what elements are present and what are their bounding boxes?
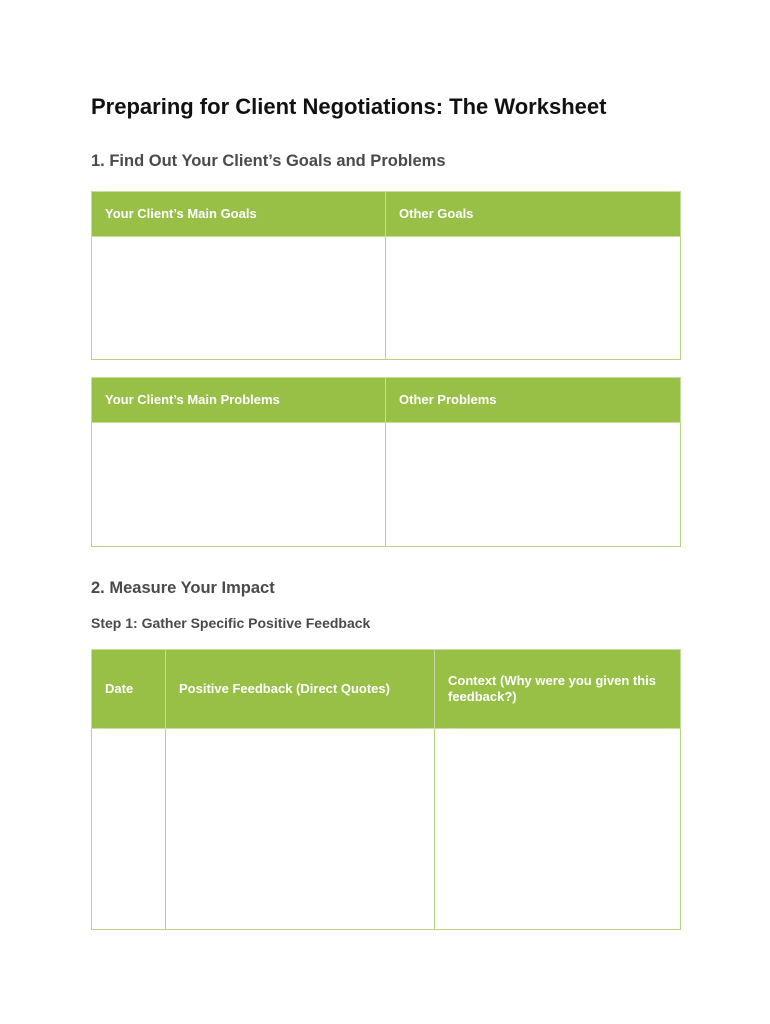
other-goals-cell[interactable] bbox=[386, 237, 681, 360]
feedback-table-header-context: Context (Why were you given this feedback?) bbox=[435, 650, 681, 729]
step-heading-gather-feedback: Step 1: Gather Specific Positive Feedback bbox=[91, 615, 371, 631]
problems-table-header-row bbox=[92, 378, 681, 423]
section-heading-measure-impact: 2. Measure Your Impact bbox=[91, 579, 275, 597]
feedback-table-header-row bbox=[92, 650, 681, 729]
problems-table-row bbox=[92, 423, 681, 547]
goals-table-header-main: Your Client’s Main Goals bbox=[92, 192, 386, 237]
goals-table bbox=[91, 191, 681, 360]
problems-table bbox=[91, 377, 681, 547]
feedback-table-header-positive-feedback: Positive Feedback (Direct Quotes) bbox=[166, 650, 435, 729]
positive-feedback-cell[interactable] bbox=[166, 729, 435, 930]
goals-table-row bbox=[92, 237, 681, 360]
date-cell[interactable] bbox=[92, 729, 166, 930]
problems-table-header-other: Other Problems bbox=[386, 378, 681, 423]
page-title: Preparing for Client Negotiations: The Worksheet bbox=[91, 94, 607, 119]
goals-table-header-row bbox=[92, 192, 681, 237]
context-cell[interactable] bbox=[435, 729, 681, 930]
feedback-table bbox=[91, 649, 681, 930]
goals-table-header-other: Other Goals bbox=[386, 192, 681, 237]
feedback-table-header-date: Date bbox=[92, 650, 166, 729]
main-problems-cell[interactable] bbox=[92, 423, 386, 547]
main-goals-cell[interactable] bbox=[92, 237, 386, 360]
problems-table-header-main: Your Client’s Main Problems bbox=[92, 378, 386, 423]
section-heading-goals-problems: 1. Find Out Your Client’s Goals and Problems bbox=[91, 152, 446, 170]
other-problems-cell[interactable] bbox=[386, 423, 681, 547]
feedback-table-row bbox=[92, 729, 681, 930]
